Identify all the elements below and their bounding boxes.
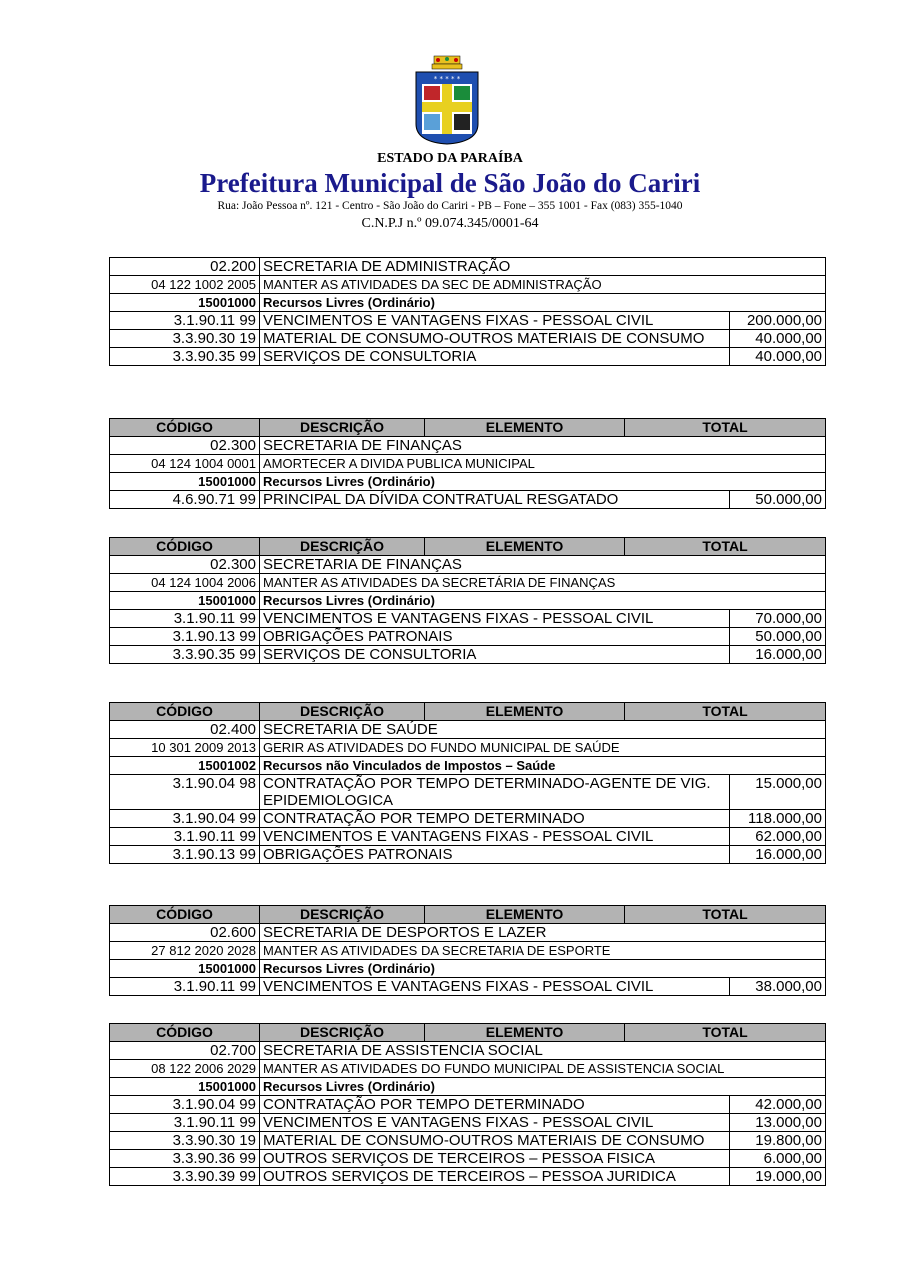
unit-name: SECRETARIA DE ASSISTENCIA SOCIAL (260, 1042, 826, 1060)
address-line: Rua: João Pessoa nº. 121 - Centro - São João do Cariri - PB – Fone – 355 1001 - Fax (083) 355-1040 (217, 200, 683, 212)
item-value: 15.000,00 (730, 775, 826, 810)
budget-block (109, 1023, 826, 1186)
item-desc: CONTRATAÇÃO POR TEMPO DETERMINADO (260, 810, 730, 828)
city-title: Prefeitura Municipal de São João do Cariri (199, 168, 701, 198)
item-value: 19.000,00 (730, 1168, 826, 1186)
budget-block (109, 702, 826, 864)
action-code: 04 122 1002 2005 (110, 276, 260, 294)
unit-code: 02.700 (110, 1042, 260, 1060)
unit-code: 02.600 (110, 924, 260, 942)
item-desc: VENCIMENTOS E VANTAGENS FIXAS - PESSOAL CIVIL (260, 828, 730, 846)
col-header-codigo: CÓDIGO (110, 538, 260, 556)
item-desc: VENCIMENTOS E VANTAGENS FIXAS - PESSOAL CIVIL (260, 978, 730, 996)
item-desc: VENCIMENTOS E VANTAGENS FIXAS - PESSOAL CIVIL (260, 1114, 730, 1132)
item-desc: SERVIÇOS DE CONSULTORIA (260, 348, 730, 366)
item-value: 70.000,00 (730, 610, 826, 628)
col-header-codigo: CÓDIGO (110, 419, 260, 437)
item-desc: OBRIGAÇÕES PATRONAIS (260, 846, 730, 864)
item-value: 40.000,00 (730, 330, 826, 348)
source-code: 15001000 (110, 592, 260, 610)
item-value: 40.000,00 (730, 348, 826, 366)
action-code: 04 124 1004 0001 (110, 455, 260, 473)
source-code: 15001000 (110, 960, 260, 978)
col-header-elemento: ELEMENTO (425, 703, 625, 721)
item-code: 3.3.90.30 19 (110, 330, 260, 348)
action-name: MANTER AS ATIVIDADES DO FUNDO MUNICIPAL DE ASSISTENCIA SOCIAL (260, 1060, 826, 1078)
action-name: GERIR AS ATIVIDADES DO FUNDO MUNICIPAL DE SAÚDE (260, 739, 826, 757)
col-header-total: TOTAL (625, 538, 826, 556)
source-name: Recursos Livres (Ordinário) (260, 960, 826, 978)
unit-name: SECRETARIA DE SAÚDE (260, 721, 826, 739)
item-code: 3.3.90.36 99 (110, 1150, 260, 1168)
item-code: 3.1.90.13 99 (110, 846, 260, 864)
item-value: 16.000,00 (730, 846, 826, 864)
item-value: 13.000,00 (730, 1114, 826, 1132)
item-code: 3.1.90.13 99 (110, 628, 260, 646)
col-header-elemento: ELEMENTO (425, 419, 625, 437)
source-name: Recursos Livres (Ordinário) (260, 473, 826, 491)
item-code: 3.1.90.11 99 (110, 1114, 260, 1132)
source-name: Recursos Livres (Ordinário) (260, 1078, 826, 1096)
item-value: 6.000,00 (730, 1150, 826, 1168)
action-code: 04 124 1004 2006 (110, 574, 260, 592)
item-desc: CONTRATAÇÃO POR TEMPO DETERMINADO-AGENTE DE VIG. EPIDEMIOLOGICA (260, 775, 730, 810)
action-name: AMORTECER A DIVIDA PUBLICA MUNICIPAL (260, 455, 826, 473)
budget-block (109, 905, 826, 996)
unit-code: 02.300 (110, 556, 260, 574)
item-code: 3.1.90.11 99 (110, 312, 260, 330)
unit-name: SECRETARIA DE ADMINISTRAÇÃO (260, 258, 826, 276)
col-header-descricao: DESCRIÇÃO (260, 1024, 425, 1042)
item-value: 38.000,00 (730, 978, 826, 996)
budget-block (109, 257, 826, 366)
item-value: 19.800,00 (730, 1132, 826, 1150)
item-desc: SERVIÇOS DE CONSULTORIA (260, 646, 730, 664)
col-header-codigo: CÓDIGO (110, 1024, 260, 1042)
col-header-elemento: ELEMENTO (425, 538, 625, 556)
col-header-total: TOTAL (625, 703, 826, 721)
unit-code: 02.300 (110, 437, 260, 455)
unit-code: 02.200 (110, 258, 260, 276)
item-code: 3.3.90.39 99 (110, 1168, 260, 1186)
item-code: 3.1.90.04 99 (110, 810, 260, 828)
svg-text:* * * * *: * * * * * (433, 75, 461, 83)
item-desc: OUTROS SERVIÇOS DE TERCEIROS – PESSOA JURIDICA (260, 1168, 730, 1186)
col-header-codigo: CÓDIGO (110, 703, 260, 721)
budget-block (109, 418, 826, 509)
item-code: 3.3.90.35 99 (110, 646, 260, 664)
item-code: 3.1.90.11 99 (110, 978, 260, 996)
source-name: Recursos Livres (Ordinário) (260, 294, 826, 312)
item-desc: MATERIAL DE CONSUMO-OUTROS MATERIAIS DE CONSUMO (260, 330, 730, 348)
item-code: 3.1.90.11 99 (110, 610, 260, 628)
action-code: 27 812 2020 2028 (110, 942, 260, 960)
item-code: 4.6.90.71 99 (110, 491, 260, 509)
unit-name: SECRETARIA DE FINANÇAS (260, 437, 826, 455)
source-code: 15001000 (110, 473, 260, 491)
state-title: ESTADO DA PARAÍBA (377, 151, 523, 166)
item-code: 3.3.90.30 19 (110, 1132, 260, 1150)
source-code: 15001000 (110, 294, 260, 312)
item-value: 200.000,00 (730, 312, 826, 330)
col-header-total: TOTAL (625, 1024, 826, 1042)
source-code: 15001000 (110, 1078, 260, 1096)
budget-block (109, 537, 826, 664)
item-desc: VENCIMENTOS E VANTAGENS FIXAS - PESSOAL CIVIL (260, 312, 730, 330)
col-header-elemento: ELEMENTO (425, 906, 625, 924)
col-header-codigo: CÓDIGO (110, 906, 260, 924)
col-header-total: TOTAL (625, 419, 826, 437)
unit-name: SECRETARIA DE FINANÇAS (260, 556, 826, 574)
action-name: MANTER AS ATIVIDADES DA SEC DE ADMINISTRAÇÃO (260, 276, 826, 294)
item-desc: OBRIGAÇÕES PATRONAIS (260, 628, 730, 646)
col-header-descricao: DESCRIÇÃO (260, 419, 425, 437)
unit-code: 02.400 (110, 721, 260, 739)
item-value: 50.000,00 (730, 628, 826, 646)
source-code: 15001002 (110, 757, 260, 775)
item-desc: PRINCIPAL DA DÍVIDA CONTRATUAL RESGATADO (260, 491, 730, 509)
action-code: 10 301 2009 2013 (110, 739, 260, 757)
item-value: 50.000,00 (730, 491, 826, 509)
col-header-elemento: ELEMENTO (425, 1024, 625, 1042)
item-value: 42.000,00 (730, 1096, 826, 1114)
col-header-descricao: DESCRIÇÃO (260, 906, 425, 924)
item-desc: VENCIMENTOS E VANTAGENS FIXAS - PESSOAL CIVIL (260, 610, 730, 628)
cnpj-line: C.N.P.J n.º 09.074.345/0001-64 (361, 216, 539, 231)
col-header-total: TOTAL (625, 906, 826, 924)
item-value: 16.000,00 (730, 646, 826, 664)
item-desc: CONTRATAÇÃO POR TEMPO DETERMINADO (260, 1096, 730, 1114)
source-name: Recursos não Vinculados de Impostos – Saúde (260, 757, 826, 775)
col-header-descricao: DESCRIÇÃO (260, 703, 425, 721)
action-name: MANTER AS ATIVIDADES DA SECRETARIA DE ESPORTE (260, 942, 826, 960)
item-code: 3.3.90.35 99 (110, 348, 260, 366)
unit-name: SECRETARIA DE DESPORTOS E LAZER (260, 924, 826, 942)
item-value: 118.000,00 (730, 810, 826, 828)
col-header-descricao: DESCRIÇÃO (260, 538, 425, 556)
action-name: MANTER AS ATIVIDADES DA SECRETÁRIA DE FINANÇAS (260, 574, 826, 592)
item-value: 62.000,00 (730, 828, 826, 846)
item-desc: OUTROS SERVIÇOS DE TERCEIROS – PESSOA FISICA (260, 1150, 730, 1168)
item-code: 3.1.90.04 98 (110, 775, 260, 810)
item-code: 3.1.90.11 99 (110, 828, 260, 846)
action-code: 08 122 2006 2029 (110, 1060, 260, 1078)
source-name: Recursos Livres (Ordinário) (260, 592, 826, 610)
item-desc: MATERIAL DE CONSUMO-OUTROS MATERIAIS DE CONSUMO (260, 1132, 730, 1150)
item-code: 3.1.90.04 99 (110, 1096, 260, 1114)
crest-logo (412, 54, 482, 146)
